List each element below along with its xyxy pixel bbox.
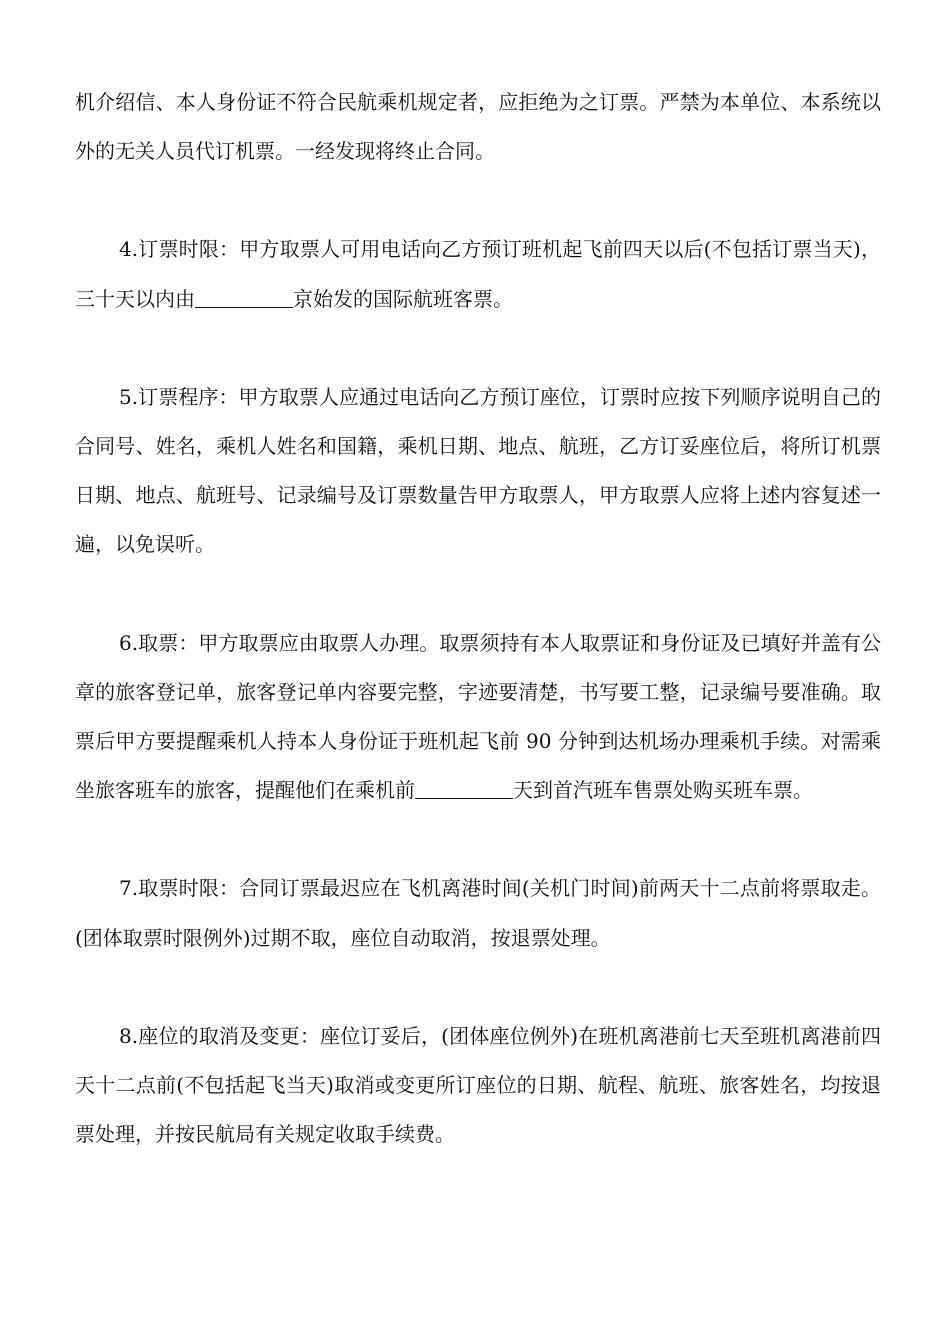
paragraph-text: 6.取票：甲方取票应由取票人办理。取票须持有本人取票证和身份证及已填好并盖有公章的旅客登记单，旅客登记单内容要完整，字迹要清楚，书写要工整，记录编号要准确。取票后甲方要提醒乘机人持本人身份证于班机起飞前 90 分钟到达机场办理乘机手续。对需乘坐旅客班车的旅客，提醒他们在乘机前 [75, 630, 881, 803]
paragraph-continuation [75, 78, 881, 176]
fill-in-blank [195, 287, 293, 308]
paragraph-spacer [75, 324, 881, 373]
paragraph-spacer [75, 176, 881, 225]
paragraph-text: 5.订票程序：甲方取票人应通过电话向乙方预订座位，订票时应按下列顺序说明自己的合同号、姓名，乘机人姓名和国籍，乘机日期、地点、航班，乙方订妥座位后，将所订机票日期、地点、航班号、记录编号及订票数量告甲方取票人，甲方取票人应将上述内容复述一遍，以免误听。 [75, 384, 881, 557]
paragraph-ticket-pickup [75, 619, 881, 816]
paragraph-text: 机介绍信、本人身份证不符合民航乘机规定者，应拒绝为之订票。严禁为本单位、本系统以外的无关人员代订机票。一经发现将终止合同。 [75, 90, 881, 164]
paragraph-booking-time-limit [75, 225, 881, 323]
paragraph-spacer [75, 963, 881, 1012]
paragraph-text: 8.座位的取消及变更：座位订妥后，(团体座位例外)在班机离港前七天至班机离港前四天十二点前(不包括起飞当天)取消或变更所订座位的日期、航程、航班、旅客姓名，均按退票处理，并按民航局有关规定收取手续费。 [75, 1023, 881, 1147]
paragraph-text: 4.订票时限：甲方取票人可用电话向乙方预订班机起飞前四天以后(不包括订票当天)，三十天以内由 [75, 237, 881, 311]
paragraph-text: 天到首汽班车售票处购买班车票。 [513, 778, 813, 803]
paragraph-spacer [75, 570, 881, 619]
paragraph-text: 7.取票时限：合同订票最迟应在飞机离港时间(关机门时间)前两天十二点前将票取走。(团体取票时限例外)过期不取，座位自动取消，按退票处理。 [75, 876, 881, 950]
paragraph-seat-cancellation [75, 1012, 881, 1160]
fill-in-blank [415, 778, 513, 799]
paragraph-spacer [75, 815, 881, 864]
paragraph-pickup-time-limit [75, 864, 881, 962]
document-page [75, 78, 881, 1159]
paragraph-text: 京始发的国际航班客票。 [293, 286, 513, 311]
paragraph-booking-procedure [75, 373, 881, 570]
